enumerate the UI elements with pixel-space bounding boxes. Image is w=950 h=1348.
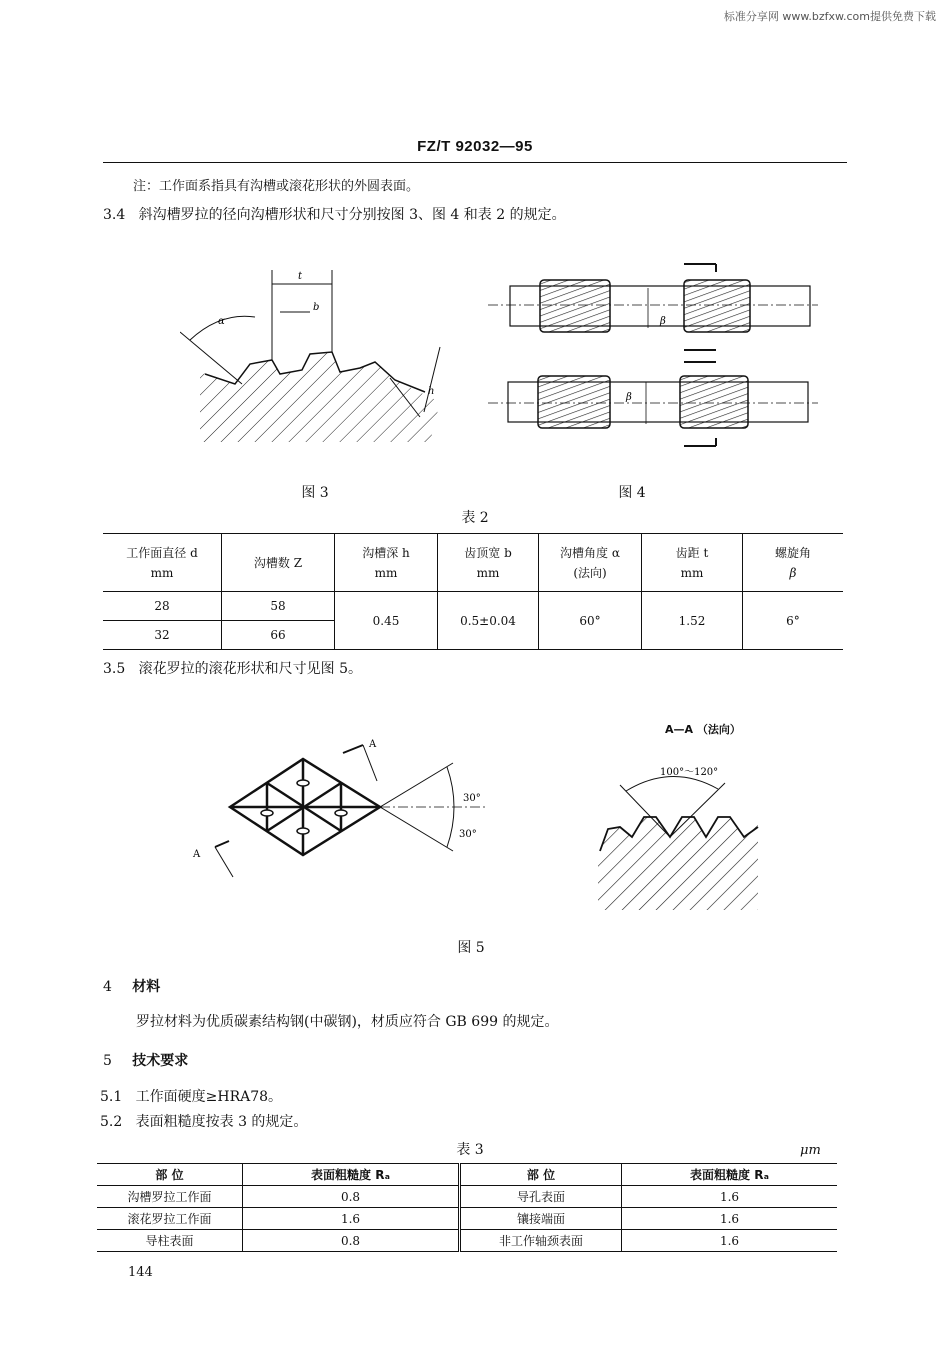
section-number: 5.1 [100, 1089, 123, 1105]
svg-text:β: β [660, 316, 666, 327]
section-text: 表面粗糙度按表 3 的规定。 [135, 1114, 308, 1130]
header-cell: 部 位 [460, 1164, 622, 1186]
header-cell: 齿顶宽 b mm [438, 534, 539, 592]
cell: 导柱表面 [97, 1230, 243, 1252]
cell: 66 [222, 621, 335, 650]
figure-5-caption: 图 5 [457, 940, 485, 956]
cell: 6° [743, 592, 844, 650]
note: 注：工作面系指具有沟槽或滚花形状的外圆表面。 [133, 179, 420, 194]
svg-text:b: b [313, 302, 320, 313]
cell: 1.52 [642, 592, 743, 650]
angle-range-label: 100°～120° [660, 767, 719, 778]
section-4-heading [103, 976, 160, 996]
header-cell: 工作面直径 d mm [103, 534, 222, 592]
section-number: 5.2 [100, 1114, 123, 1130]
figure-3 [180, 262, 460, 442]
cell: 1.6 [243, 1208, 460, 1230]
cell: 1.6 [622, 1230, 838, 1252]
section-text: 工作面硬度≥HRA78。 [135, 1089, 283, 1105]
header-cell: 沟槽深 h mm [335, 534, 438, 592]
cell: 滚花罗拉工作面 [97, 1208, 243, 1230]
header-rule [103, 162, 847, 163]
svg-text:h: h [428, 386, 435, 397]
section-text: 滚花罗拉的滚花形状和尺寸见图 5。 [138, 661, 362, 677]
section-3-4 [103, 206, 566, 224]
table-2 [103, 533, 843, 650]
angle-label: 30° [463, 793, 481, 804]
figure-5-section [590, 755, 770, 910]
cell: 0.5±0.04 [438, 592, 539, 650]
section-title: 材料 [132, 979, 161, 995]
table-row [97, 1230, 837, 1252]
cell: 非工作轴颈表面 [460, 1230, 622, 1252]
section-5-1 [100, 1088, 282, 1106]
section-title: A—A （法向） [665, 723, 741, 736]
cell: 32 [103, 621, 222, 650]
table-header-row [97, 1164, 837, 1186]
section-4-text: 罗拉材料为优质碳素结构钢(中碳钢)，材质应符合 GB 699 的规定。 [136, 1014, 559, 1030]
cell: 1.6 [622, 1208, 838, 1230]
cut-label: A [369, 739, 377, 750]
cut-label: A [193, 849, 201, 860]
header-cell: 表面粗糙度 Rₐ [243, 1164, 460, 1186]
section-number: 4 [103, 979, 112, 995]
header-cell: 沟槽数 Z [222, 534, 335, 592]
cell: 0.8 [243, 1230, 460, 1252]
table-3 [97, 1163, 837, 1252]
section-text: 斜沟槽罗拉的径向沟槽形状和尺寸分别按图 3、图 4 和表 2 的规定。 [138, 207, 566, 223]
table-row [97, 1186, 837, 1208]
cell: 0.45 [335, 592, 438, 650]
cell: 0.8 [243, 1186, 460, 1208]
watermark: 标准分享网 www.bzfxw.com提供免费下载 [723, 10, 936, 23]
cell: 60° [539, 592, 642, 650]
figure-4-caption: 图 4 [618, 485, 646, 501]
section-number: 5 [103, 1053, 112, 1069]
section-5-2 [100, 1113, 307, 1131]
svg-text:β: β [626, 392, 632, 403]
table-row [103, 592, 843, 621]
svg-text:α: α [218, 316, 225, 327]
svg-text:t: t [298, 271, 303, 282]
header-cell: 部 位 [97, 1164, 243, 1186]
angle-label: 30° [459, 829, 477, 840]
table-row [97, 1208, 837, 1230]
cell: 沟槽罗拉工作面 [97, 1186, 243, 1208]
page-number: 144 [128, 1265, 153, 1280]
section-number: 3.4 [103, 207, 126, 223]
table-3-caption: 表 3 [456, 1142, 484, 1158]
figure-3-caption: 图 3 [301, 485, 329, 501]
table-2-caption: 表 2 [461, 510, 489, 526]
section-number: 3.5 [103, 661, 126, 677]
section-title: 技术要求 [132, 1053, 189, 1069]
page-header: FZ/T 92032—95 [417, 138, 533, 155]
cell: 28 [103, 592, 222, 621]
section-5-heading [103, 1050, 188, 1070]
cell: 1.6 [622, 1186, 838, 1208]
header-cell: 表面粗糙度 Rₐ [622, 1164, 838, 1186]
table-3-wrapper [97, 1163, 837, 1252]
cell: 58 [222, 592, 335, 621]
table-header-row [103, 534, 843, 592]
header-cell: 沟槽角度 α (法向) [539, 534, 642, 592]
figure-4 [488, 258, 818, 453]
figure-5-diamond [185, 735, 495, 880]
header-cell: 螺旋角 β [743, 534, 844, 592]
cell: 导孔表面 [460, 1186, 622, 1208]
section-3-5 [103, 660, 362, 678]
cell: 镶接端面 [460, 1208, 622, 1230]
table-3-unit: μm [800, 1143, 821, 1158]
header-cell: 齿距 t mm [642, 534, 743, 592]
